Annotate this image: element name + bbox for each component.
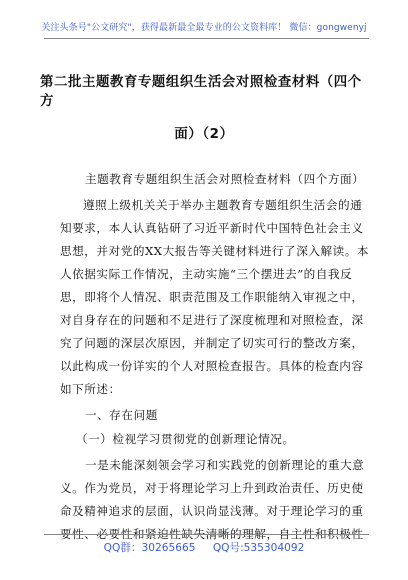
- body-line: 义。作为党员，对于将理论学习上升到政治责任、历史使: [60, 481, 364, 495]
- body-line: 思想，并对党的XX大报告等关键材料进行了深入解读。本: [60, 244, 370, 258]
- body-line: 命及精神追求的层面，认识尚显浅薄。对于理论学习的重: [60, 504, 364, 518]
- footer: [0, 540, 408, 555]
- footer-qq-number: QQ号:535304092: [212, 542, 305, 554]
- footer-qq-group: QQ群：30265665: [103, 542, 196, 554]
- body-line: 人依据实际工作情况，主动实施“三个摆进去”的自我反: [60, 267, 353, 281]
- subsection-heading: （一）检视学习贯彻党的创新理论情况。: [76, 432, 295, 446]
- body-line: 对自身存在的问题和不足进行了深度梳理和对照检查，深: [60, 313, 364, 327]
- document-subtitle: 主题教育专题组织生活会对照检查材料（四个方面）: [85, 172, 365, 186]
- body-line: 思，即将个人情况、职责范围及工作职能纳入审视之中，: [60, 290, 364, 304]
- body-line: 遵照上级机关关于举办主题教育专题组织生活会的通: [83, 198, 363, 212]
- body-line: 一是未能深刻领会学习和实践党的创新理论的重大意: [85, 458, 365, 472]
- body-line: 要性、必要性和紧迫性缺失清晰的理解，自主性和积极性: [60, 527, 364, 541]
- header-divider: [44, 38, 369, 39]
- body-line: 以此构成一份详实的个人对照检查报告。具体的检查内容: [60, 359, 364, 373]
- body-line: 知要求，本人认真钻研了习近平新时代中国特色社会主义: [60, 221, 364, 235]
- body-line: 如下所述：: [60, 382, 121, 396]
- section-heading: 一、存在问题: [85, 408, 158, 422]
- footer-divider: [44, 534, 369, 535]
- body-line: 究了问题的深层次原因，并制定了切实可行的整改方案，: [60, 336, 364, 350]
- document-title-line-2: 面）（2）: [174, 127, 234, 142]
- header-note: 关注头条号"公文研究"，获得最新最全最专业的公文资料库！ 微信：gongwenyj: [41, 23, 367, 33]
- document-title-line-1: 第二批主题教育专题组织生活会对照检查材料（四个方: [40, 75, 362, 109]
